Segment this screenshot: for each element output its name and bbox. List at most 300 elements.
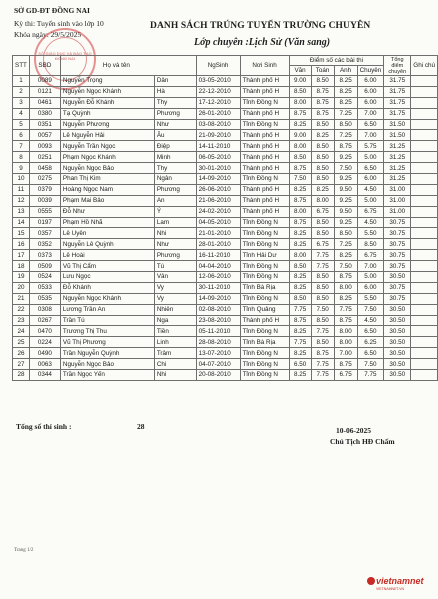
row-score-toan: 8.50 bbox=[311, 119, 334, 130]
row-score-van: 8.75 bbox=[289, 217, 311, 228]
row-stt: 27 bbox=[13, 359, 30, 370]
row-sbd: 0352 bbox=[29, 239, 60, 250]
row-score-anh: 8.50 bbox=[334, 228, 357, 239]
row-score-anh: 9.50 bbox=[334, 184, 357, 195]
row-stt: 16 bbox=[13, 239, 30, 250]
row-birthplace: Tỉnh Đồng N bbox=[240, 326, 289, 337]
row-score-toan: 8.75 bbox=[311, 97, 334, 108]
row-stt: 1 bbox=[13, 76, 30, 87]
row-score-van: 6.50 bbox=[289, 359, 311, 370]
row-score-chuyen: 7.00 bbox=[357, 130, 384, 141]
row-surname: Nguyễn Phương bbox=[60, 119, 154, 130]
row-given-name: Linh bbox=[154, 337, 196, 348]
row-stt: 3 bbox=[13, 97, 30, 108]
row-birthplace: Tỉnh Đồng N bbox=[240, 174, 289, 185]
row-birthplace: Tỉnh Đồng N bbox=[240, 293, 289, 304]
row-surname: Phạm Hồ Nhã bbox=[60, 217, 154, 228]
row-score-toan: 8.75 bbox=[311, 108, 334, 119]
row-birthplace: Thành phố H bbox=[240, 76, 289, 87]
row-birthplace: Tỉnh Đồng N bbox=[240, 217, 289, 228]
row-given-name: Vân bbox=[154, 272, 196, 283]
table-row bbox=[13, 184, 438, 195]
row-score-van: 8.50 bbox=[289, 152, 311, 163]
row-score-anh: 8.75 bbox=[334, 359, 357, 370]
row-note bbox=[411, 184, 438, 195]
row-score-van: 8.25 bbox=[289, 119, 311, 130]
row-given-name: An bbox=[154, 195, 196, 206]
col-birthplace: Nơi Sinh bbox=[240, 56, 289, 76]
table-row bbox=[13, 217, 438, 228]
results-table bbox=[12, 55, 438, 381]
row-score-anh: 8.25 bbox=[334, 86, 357, 97]
row-note bbox=[411, 217, 438, 228]
row-sbd: 0308 bbox=[29, 304, 60, 315]
row-surname: Tạ Quỳnh bbox=[60, 108, 154, 119]
row-score-chuyen: 6.00 bbox=[357, 76, 384, 87]
row-given-name: Vy bbox=[154, 293, 196, 304]
row-note bbox=[411, 163, 438, 174]
document-title: DANH SÁCH TRÚNG TUYỂN TRƯỜNG CHUYÊN bbox=[150, 21, 371, 31]
row-score-van: 8.25 bbox=[289, 228, 311, 239]
row-given-name: Minh bbox=[154, 152, 196, 163]
row-dob: 14-09-2010 bbox=[196, 293, 240, 304]
table-row bbox=[13, 250, 438, 261]
row-total: 31.75 bbox=[384, 108, 411, 119]
row-birthplace: Thành phố H bbox=[240, 141, 289, 152]
row-sbd: 0197 bbox=[29, 217, 60, 228]
col-chuyen: Chuyên bbox=[357, 66, 384, 76]
row-score-anh: 7.00 bbox=[334, 348, 357, 359]
row-birthplace: Thành phố H bbox=[240, 108, 289, 119]
row-total: 31.25 bbox=[384, 174, 411, 185]
row-surname: Phan Thị Kim bbox=[60, 174, 154, 185]
row-stt: 5 bbox=[13, 119, 30, 130]
row-surname: Phạm Mai Bảo bbox=[60, 195, 154, 206]
row-score-anh: 8.25 bbox=[334, 76, 357, 87]
row-score-toan: 8.75 bbox=[311, 86, 334, 97]
row-sbd: 0458 bbox=[29, 163, 60, 174]
row-score-toan: 8.50 bbox=[311, 152, 334, 163]
exam-name: Kỳ thi: Tuyển sinh vào lớp 10 bbox=[14, 19, 104, 28]
row-sbd: 0380 bbox=[29, 108, 60, 119]
row-score-toan: 7.75 bbox=[311, 359, 334, 370]
row-sbd: 0509 bbox=[29, 261, 60, 272]
row-stt: 20 bbox=[13, 282, 30, 293]
row-dob: 30-01-2010 bbox=[196, 163, 240, 174]
row-sbd: 0089 bbox=[29, 76, 60, 87]
sign-title: Chủ Tịch HĐ Chấm bbox=[330, 437, 395, 446]
row-score-van: 7.75 bbox=[289, 304, 311, 315]
row-stt: 8 bbox=[13, 152, 30, 163]
row-score-chuyen: 6.50 bbox=[357, 119, 384, 130]
row-birthplace: Tỉnh Đồng N bbox=[240, 359, 289, 370]
row-given-name: Nhi bbox=[154, 228, 196, 239]
row-score-anh: 8.00 bbox=[334, 282, 357, 293]
row-total: 31.25 bbox=[384, 152, 411, 163]
row-total: 30.75 bbox=[384, 261, 411, 272]
row-note bbox=[411, 282, 438, 293]
row-surname: Đỗ Khánh bbox=[60, 282, 154, 293]
row-given-name: Tiền bbox=[154, 326, 196, 337]
row-stt: 2 bbox=[13, 86, 30, 97]
row-score-anh: 7.75 bbox=[334, 304, 357, 315]
table-header-row bbox=[13, 56, 438, 66]
row-surname: Trần Tú bbox=[60, 315, 154, 326]
row-dob: 04-04-2010 bbox=[196, 261, 240, 272]
row-score-anh: 8.25 bbox=[334, 250, 357, 261]
row-given-name: Thy bbox=[154, 163, 196, 174]
row-dob: 12-06-2010 bbox=[196, 272, 240, 283]
row-surname: Nguyễn Ngọc Bảo bbox=[60, 163, 154, 174]
row-total: 30.50 bbox=[384, 304, 411, 315]
row-note bbox=[411, 97, 438, 108]
row-score-anh: 9.25 bbox=[334, 174, 357, 185]
row-given-name: Phương bbox=[154, 250, 196, 261]
row-stt: 14 bbox=[13, 217, 30, 228]
row-birthplace: Tỉnh Đồng N bbox=[240, 97, 289, 108]
row-score-anh: 9.25 bbox=[334, 217, 357, 228]
row-note bbox=[411, 250, 438, 261]
row-score-toan: 8.50 bbox=[311, 174, 334, 185]
row-total: 30.75 bbox=[384, 293, 411, 304]
row-score-chuyen: 6.00 bbox=[357, 86, 384, 97]
col-stt: STT bbox=[13, 56, 30, 76]
row-score-toan: 8.50 bbox=[311, 217, 334, 228]
row-birthplace: Tỉnh Bà Rịa bbox=[240, 282, 289, 293]
row-sbd: 0379 bbox=[29, 184, 60, 195]
row-note bbox=[411, 239, 438, 250]
row-score-van: 8.00 bbox=[289, 250, 311, 261]
row-stt: 13 bbox=[13, 206, 30, 217]
row-sbd: 0267 bbox=[29, 315, 60, 326]
row-score-chuyen: 6.50 bbox=[357, 326, 384, 337]
row-stt: 15 bbox=[13, 228, 30, 239]
row-dob: 16-11-2010 bbox=[196, 250, 240, 261]
row-sbd: 0461 bbox=[29, 97, 60, 108]
table-row bbox=[13, 141, 438, 152]
row-total: 31.25 bbox=[384, 141, 411, 152]
table-row bbox=[13, 326, 438, 337]
row-given-name: Phương bbox=[154, 108, 196, 119]
row-score-toan: 8.50 bbox=[311, 272, 334, 283]
row-surname: Vũ Thị Cẩm bbox=[60, 261, 154, 272]
row-score-anh: 8.75 bbox=[334, 315, 357, 326]
row-score-toan: 6.75 bbox=[311, 206, 334, 217]
col-toan: Toán bbox=[311, 66, 334, 76]
row-surname: Trương Thị Thu bbox=[60, 326, 154, 337]
row-dob: 21-09-2010 bbox=[196, 130, 240, 141]
row-note bbox=[411, 326, 438, 337]
row-score-toan: 8.50 bbox=[311, 293, 334, 304]
row-total: 30.75 bbox=[384, 228, 411, 239]
page-number: Trang 1/2 bbox=[14, 548, 34, 553]
row-note bbox=[411, 141, 438, 152]
row-birthplace: Thành phố H bbox=[240, 163, 289, 174]
row-score-toan: 8.25 bbox=[311, 184, 334, 195]
row-dob: 02-08-2010 bbox=[196, 304, 240, 315]
row-dob: 23-08-2010 bbox=[196, 315, 240, 326]
row-stt: 6 bbox=[13, 130, 30, 141]
row-score-anh: 7.50 bbox=[334, 163, 357, 174]
row-score-chuyen: 8.50 bbox=[357, 239, 384, 250]
table-row bbox=[13, 195, 438, 206]
row-surname: Vũ Thị Phương bbox=[60, 337, 154, 348]
row-score-anh: 7.25 bbox=[334, 130, 357, 141]
row-note bbox=[411, 348, 438, 359]
row-stt: 17 bbox=[13, 250, 30, 261]
row-birthplace: Tỉnh Đồng N bbox=[240, 119, 289, 130]
row-surname: Hoàng Ngọc Nam bbox=[60, 184, 154, 195]
table-row bbox=[13, 337, 438, 348]
row-sbd: 0344 bbox=[29, 370, 60, 381]
row-sbd: 0373 bbox=[29, 250, 60, 261]
row-stt: 10 bbox=[13, 174, 30, 185]
row-dob: 03-05-2010 bbox=[196, 76, 240, 87]
row-sbd: 0533 bbox=[29, 282, 60, 293]
row-score-van: 8.50 bbox=[289, 261, 311, 272]
row-dob: 14-11-2010 bbox=[196, 141, 240, 152]
row-score-anh: 8.25 bbox=[334, 97, 357, 108]
row-sbd: 0555 bbox=[29, 206, 60, 217]
row-surname: Lưu Ngọc bbox=[60, 272, 154, 283]
row-dob: 26-01-2010 bbox=[196, 108, 240, 119]
row-score-van: 7.50 bbox=[289, 174, 311, 185]
row-score-van: 7.75 bbox=[289, 337, 311, 348]
row-score-van: 8.25 bbox=[289, 326, 311, 337]
row-surname: Nguyễn Đỗ Khánh bbox=[60, 97, 154, 108]
row-surname: Nguyễn Trần Ngọc bbox=[60, 141, 154, 152]
row-score-toan: 8.50 bbox=[311, 141, 334, 152]
row-given-name: Dân bbox=[154, 76, 196, 87]
table-row bbox=[13, 282, 438, 293]
row-total: 30.50 bbox=[384, 359, 411, 370]
row-score-anh: 7.25 bbox=[334, 108, 357, 119]
row-score-anh: 8.75 bbox=[334, 141, 357, 152]
row-birthplace: Thành phố H bbox=[240, 195, 289, 206]
document-subtitle: Lớp chuyên :Lịch Sử (Văn sang) bbox=[194, 37, 331, 48]
row-given-name: Lam bbox=[154, 217, 196, 228]
row-score-van: 8.50 bbox=[289, 86, 311, 97]
row-score-chuyen: 6.00 bbox=[357, 282, 384, 293]
row-note bbox=[411, 337, 438, 348]
table-row bbox=[13, 174, 438, 185]
row-dob: 06-05-2010 bbox=[196, 152, 240, 163]
row-score-van: 8.25 bbox=[289, 348, 311, 359]
table-row bbox=[13, 152, 438, 163]
row-score-chuyen: 6.00 bbox=[357, 97, 384, 108]
row-score-toan: 7.50 bbox=[311, 304, 334, 315]
row-stt: 19 bbox=[13, 272, 30, 283]
row-sbd: 0063 bbox=[29, 359, 60, 370]
row-dob: 20-08-2010 bbox=[196, 370, 240, 381]
row-score-toan: 8.50 bbox=[311, 315, 334, 326]
col-dob: NgSinh bbox=[196, 56, 240, 76]
row-score-chuyen: 6.75 bbox=[357, 250, 384, 261]
row-score-chuyen: 6.00 bbox=[357, 174, 384, 185]
row-note bbox=[411, 228, 438, 239]
row-surname: Lê Nguyễn Hải bbox=[60, 130, 154, 141]
row-surname: Lê Hoài bbox=[60, 250, 154, 261]
row-note bbox=[411, 76, 438, 87]
table-row bbox=[13, 315, 438, 326]
row-score-van: 9.00 bbox=[289, 130, 311, 141]
row-given-name: Ý bbox=[154, 206, 196, 217]
row-score-anh: 9.25 bbox=[334, 152, 357, 163]
row-note bbox=[411, 130, 438, 141]
row-birthplace: Tỉnh Đồng N bbox=[240, 348, 289, 359]
row-score-van: 8.75 bbox=[289, 108, 311, 119]
row-surname: Trần Nguyễn Quỳnh bbox=[60, 348, 154, 359]
row-score-chuyen: 7.00 bbox=[357, 108, 384, 119]
row-note bbox=[411, 174, 438, 185]
row-score-toan: 8.75 bbox=[311, 348, 334, 359]
row-sbd: 0251 bbox=[29, 152, 60, 163]
row-total: 30.50 bbox=[384, 370, 411, 381]
row-birthplace: Thành phố H bbox=[240, 184, 289, 195]
row-total: 31.00 bbox=[384, 195, 411, 206]
table-row bbox=[13, 108, 438, 119]
row-total: 31.50 bbox=[384, 130, 411, 141]
row-stt: 28 bbox=[13, 370, 30, 381]
row-given-name: Âu bbox=[154, 130, 196, 141]
row-birthplace: Thành phố H bbox=[240, 206, 289, 217]
row-dob: 04-05-2010 bbox=[196, 217, 240, 228]
row-note bbox=[411, 152, 438, 163]
row-score-anh: 6.75 bbox=[334, 370, 357, 381]
row-total: 30.50 bbox=[384, 326, 411, 337]
row-total: 31.00 bbox=[384, 206, 411, 217]
row-birthplace: Thành phố H bbox=[240, 315, 289, 326]
row-score-chuyen: 7.50 bbox=[357, 304, 384, 315]
table-row bbox=[13, 228, 438, 239]
row-note bbox=[411, 359, 438, 370]
table-row bbox=[13, 239, 438, 250]
row-score-van: 9.00 bbox=[289, 76, 311, 87]
row-note bbox=[411, 195, 438, 206]
col-van: Văn bbox=[289, 66, 311, 76]
row-score-toan: 6.75 bbox=[311, 239, 334, 250]
row-score-toan: 8.50 bbox=[311, 337, 334, 348]
row-sbd: 0121 bbox=[29, 86, 60, 97]
row-total: 31.50 bbox=[384, 119, 411, 130]
row-given-name: Như bbox=[154, 239, 196, 250]
row-score-van: 8.25 bbox=[289, 239, 311, 250]
table-row bbox=[13, 304, 438, 315]
row-score-chuyen: 4.50 bbox=[357, 184, 384, 195]
row-total: 31.25 bbox=[384, 163, 411, 174]
col-total: Tổng điểm chuyên bbox=[384, 56, 411, 76]
row-score-van: 8.25 bbox=[289, 282, 311, 293]
row-stt: 4 bbox=[13, 108, 30, 119]
row-birthplace: Tỉnh Đồng N bbox=[240, 261, 289, 272]
row-sbd: 0275 bbox=[29, 174, 60, 185]
row-note bbox=[411, 206, 438, 217]
row-surname: Đỗ Như bbox=[60, 206, 154, 217]
row-dob: 24-02-2010 bbox=[196, 206, 240, 217]
table-row bbox=[13, 97, 438, 108]
row-total: 30.50 bbox=[384, 272, 411, 283]
row-stt: 11 bbox=[13, 184, 30, 195]
row-total: 30.50 bbox=[384, 315, 411, 326]
row-dob: 13-07-2010 bbox=[196, 348, 240, 359]
row-score-chuyen: 7.50 bbox=[357, 359, 384, 370]
row-dob: 22-12-2010 bbox=[196, 86, 240, 97]
row-dob: 21-01-2010 bbox=[196, 228, 240, 239]
row-score-chuyen: 6.75 bbox=[357, 206, 384, 217]
table-row bbox=[13, 163, 438, 174]
row-stt: 22 bbox=[13, 304, 30, 315]
row-score-toan: 7.75 bbox=[311, 326, 334, 337]
row-dob: 28-08-2010 bbox=[196, 337, 240, 348]
col-name: Họ và tên bbox=[60, 56, 196, 76]
row-score-van: 8.25 bbox=[289, 370, 311, 381]
row-surname: Nguyễn Ngọc Khánh bbox=[60, 293, 154, 304]
table-row bbox=[13, 76, 438, 87]
row-score-chuyen: 4.50 bbox=[357, 217, 384, 228]
department-name: SỞ GD-ĐT ĐỒNG NAI bbox=[14, 6, 90, 15]
table-row bbox=[13, 130, 438, 141]
row-score-toan: 7.75 bbox=[311, 370, 334, 381]
row-score-toan: 8.25 bbox=[311, 130, 334, 141]
row-note bbox=[411, 108, 438, 119]
table-row bbox=[13, 348, 438, 359]
col-anh: Anh bbox=[334, 66, 357, 76]
table-row bbox=[13, 206, 438, 217]
row-sbd: 0490 bbox=[29, 348, 60, 359]
row-score-chuyen: 6.25 bbox=[357, 337, 384, 348]
row-note bbox=[411, 272, 438, 283]
row-score-anh: 7.25 bbox=[334, 239, 357, 250]
col-score-group: Điểm số các bài thi bbox=[289, 56, 384, 66]
row-surname: Nguyễn Trọng bbox=[60, 76, 154, 87]
row-score-chuyen: 5.75 bbox=[357, 141, 384, 152]
row-birthplace: Thành phố H bbox=[240, 130, 289, 141]
row-score-van: 8.75 bbox=[289, 163, 311, 174]
row-birthplace: Tỉnh Quảng bbox=[240, 304, 289, 315]
row-note bbox=[411, 119, 438, 130]
row-score-chuyen: 6.50 bbox=[357, 163, 384, 174]
row-total: 30.75 bbox=[384, 239, 411, 250]
table-row bbox=[13, 272, 438, 283]
row-score-chuyen: 5.50 bbox=[357, 228, 384, 239]
row-score-toan: 8.50 bbox=[311, 76, 334, 87]
row-score-toan: 8.00 bbox=[311, 195, 334, 206]
row-note bbox=[411, 304, 438, 315]
row-surname: Nguyễn Ngọc Khánh bbox=[60, 86, 154, 97]
row-note bbox=[411, 86, 438, 97]
exam-date: Khóa ngày: 29/5/2025 bbox=[14, 30, 82, 39]
vietnamnet-logo-icon bbox=[367, 577, 375, 585]
row-sbd: 0524 bbox=[29, 272, 60, 283]
row-stt: 12 bbox=[13, 195, 30, 206]
row-given-name: Hà bbox=[154, 86, 196, 97]
row-dob: 30-11-2010 bbox=[196, 282, 240, 293]
row-stt: 26 bbox=[13, 348, 30, 359]
row-score-anh: 8.00 bbox=[334, 337, 357, 348]
row-dob: 17-12-2010 bbox=[196, 97, 240, 108]
row-score-anh: 8.75 bbox=[334, 272, 357, 283]
row-score-chuyen: 7.00 bbox=[357, 261, 384, 272]
row-total: 30.50 bbox=[384, 337, 411, 348]
row-score-anh: 8.25 bbox=[334, 293, 357, 304]
row-score-toan: 8.50 bbox=[311, 228, 334, 239]
row-total: 30.75 bbox=[384, 250, 411, 261]
row-birthplace: Tỉnh Hải Dư bbox=[240, 250, 289, 261]
row-birthplace: Thành phố H bbox=[240, 86, 289, 97]
row-dob: 28-01-2010 bbox=[196, 239, 240, 250]
row-total: 30.75 bbox=[384, 282, 411, 293]
row-score-chuyen: 5.00 bbox=[357, 152, 384, 163]
